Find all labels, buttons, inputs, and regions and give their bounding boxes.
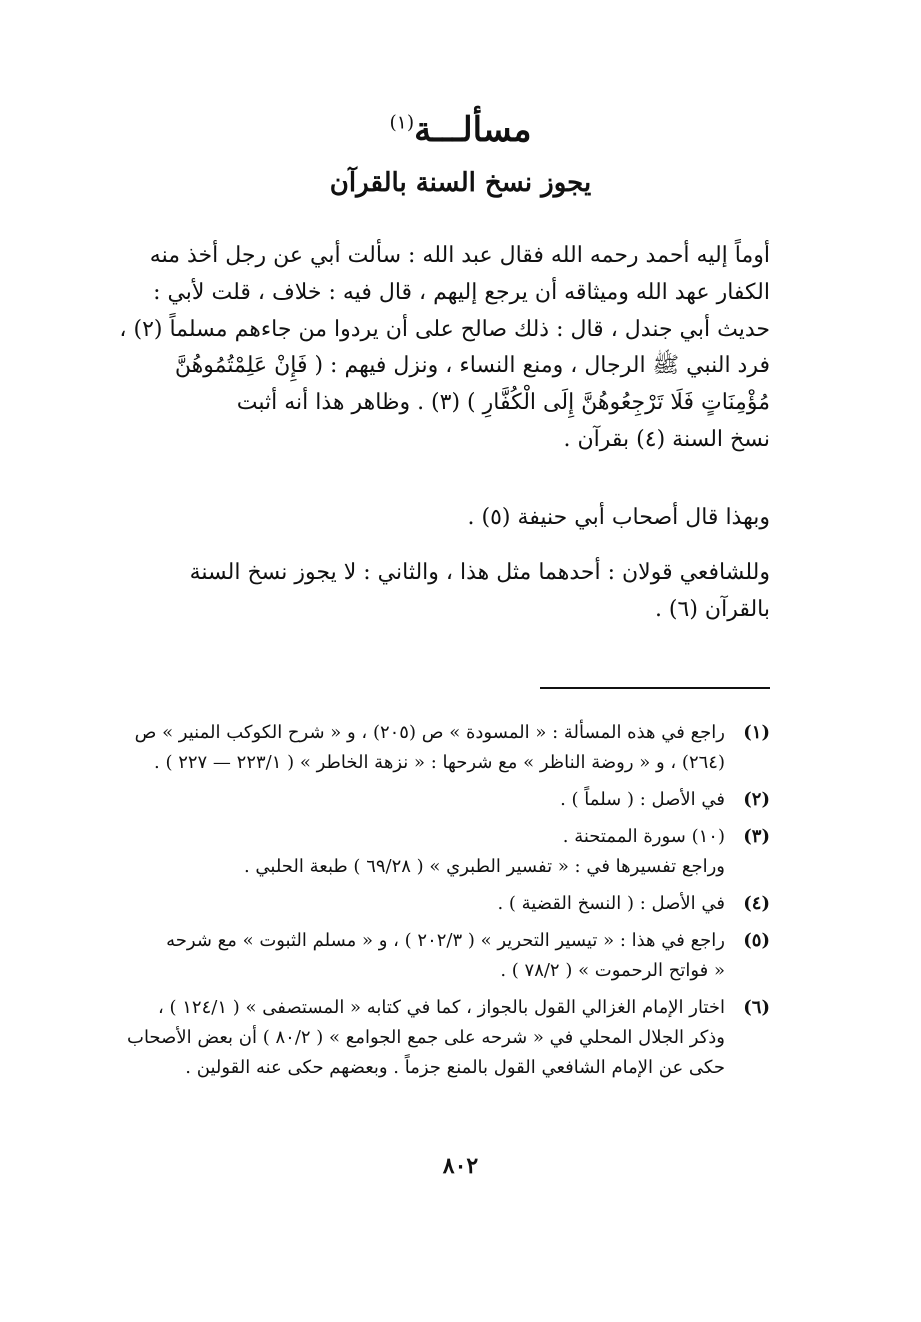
- footnote-number: (٥): [743, 930, 770, 951]
- section-title: [0, 110, 921, 150]
- footnotes: [125, 718, 770, 1090]
- footnote-line: وراجع تفسيرها في : « تفسير الطبري » ( ٦٩/٢٨ ) طبعة الحلبي .: [243, 856, 725, 877]
- body-line: أوماً إليه أحمد رحمه الله فقال عبد الله : سألت أبي عن رجل أخذ منه: [149, 243, 770, 268]
- footnote-3: [125, 822, 770, 882]
- page-number: ٨٠٢: [442, 1153, 479, 1179]
- footnote-line: حكى عن الإمام الشافعي القول بالمنع جزماً . وبعضهم حكى عنه القولين .: [185, 1057, 725, 1078]
- footnote-line: في الأصل : ( سلماً ) .: [560, 789, 725, 810]
- body-line: وبهذا قال أصحاب أبي حنيفة (٥) .: [467, 505, 770, 530]
- body-paragraph-2: [130, 500, 770, 537]
- body-line: الكفار عهد الله وميثاقه أن يرجع إليهم ، قال فيه : خلاف ، قلت لأبي :: [153, 279, 770, 305]
- footnote-line: « فواتح الرحموت » ( ٧٨/٢ ) .: [500, 960, 725, 981]
- footnote-text: [125, 926, 725, 986]
- footnote-6: [125, 993, 770, 1083]
- section-title-footnote-ref: (١): [389, 112, 415, 134]
- body-line: فرد النبي ﷺ الرجال ، ومنع النساء ، ونزل فيهم : ( فَإِنْ عَلِمْتُمُوهُنَّ: [174, 353, 770, 379]
- footnote-line: راجع في هذه المسألة : « المسودة » ص (٢٠٥) ، و « شرح الكوكب المنير » ص: [134, 722, 725, 743]
- footnote-text: [125, 718, 725, 778]
- footnote-1: [125, 718, 770, 778]
- footnote-number: (١): [743, 722, 770, 743]
- footnote-text: [125, 889, 725, 919]
- footnote-text: [125, 993, 725, 1083]
- footnote-number: (٣): [743, 826, 770, 847]
- footnote-line: في الأصل : ( النسخ القضية ) .: [497, 893, 725, 914]
- section-title-text: مسألـــة: [414, 110, 532, 150]
- footnote-2: [125, 785, 770, 815]
- footnote-line: (٢٦٤) ، و « روضة الناظر » مع شرحها : « نزهة الخاطر » ( ٢٢٣/١ — ٢٢٧ ) .: [154, 752, 725, 773]
- body-line: نسخ السنة (٤) بقرآن .: [563, 426, 770, 452]
- footnote-number: (٤): [743, 893, 770, 914]
- body-line: بالقرآن (٦) .: [654, 596, 770, 622]
- footnote-line: (١٠) سورة الممتحنة .: [562, 826, 725, 847]
- footnote-5: [125, 926, 770, 986]
- footnote-divider: [540, 687, 770, 689]
- footnote-text: [125, 822, 725, 882]
- body-line: مُؤْمِنَاتٍ فَلَا تَرْجِعُوهُنَّ إِلَى الْكُفَّارِ ) (٣) . وظاهر هذا أنه أثبت: [236, 390, 770, 416]
- footnote-number: (٢): [743, 789, 770, 810]
- section-subtitle: يجوز نسخ السنة بالقرآن: [329, 168, 592, 198]
- body-paragraph-3: [130, 555, 770, 629]
- body-line: وللشافعي قولان : أحدهما مثل هذا ، والثاني : لا يجوز نسخ السنة: [189, 560, 770, 585]
- footnote-line: راجع في هذا : « تيسير التحرير » ( ٢٠٢/٣ ) ، و « مسلم الثبوت » مع شرحه: [166, 930, 725, 951]
- footnote-line: اختار الإمام الغزالي القول بالجواز ، كما في كتابه « المستصفى » ( ١٢٤/١ ) ،: [157, 997, 725, 1018]
- footnote-number: (٦): [743, 997, 770, 1018]
- footnote-text: [125, 785, 725, 815]
- body-paragraph-1: [119, 238, 770, 459]
- footnote-line: وذكر الجلال المحلي في « شرحه على جمع الجوامع » ( ٨٠/٢ ) أن بعض الأصحاب: [127, 1027, 725, 1048]
- body-line: حديث أبي جندل ، قال : ذلك صالح على أن يردوا من جاءهم مسلماً (٢) ،: [119, 316, 770, 342]
- footnote-4: [125, 889, 770, 919]
